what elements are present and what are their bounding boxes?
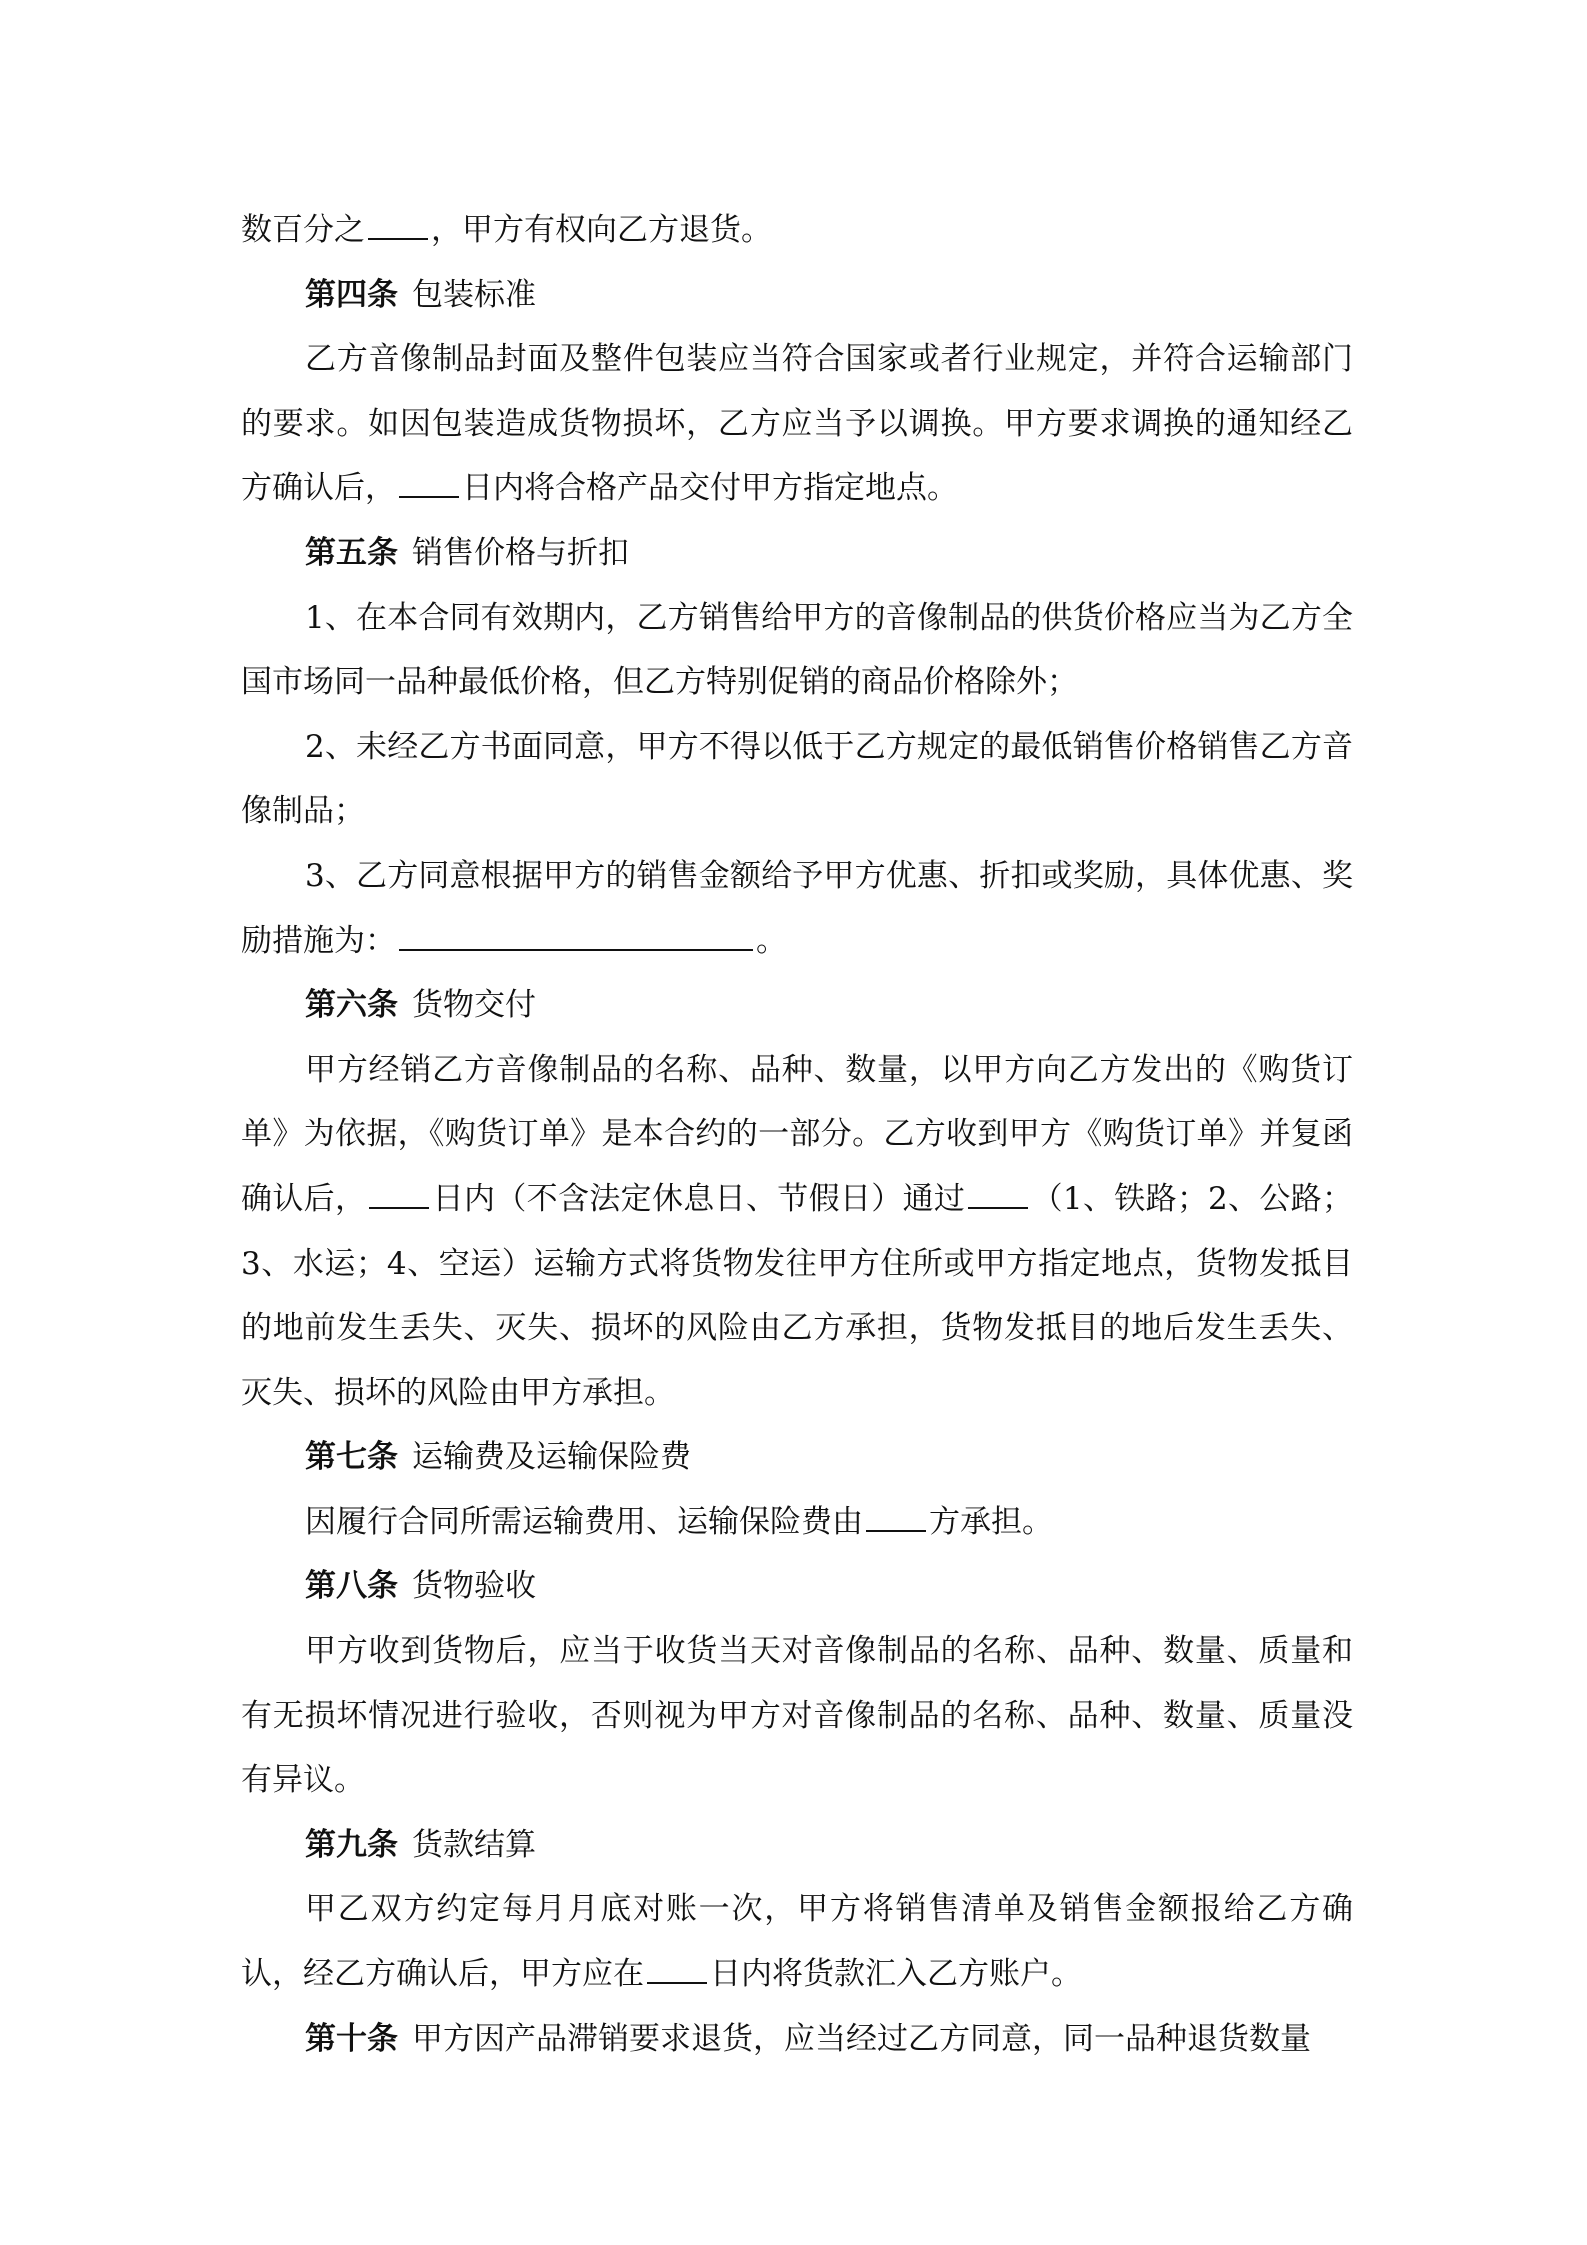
paragraph-price-1: 1、在本合同有效期内，乙方销售给甲方的音像制品的供货价格应当为乙方全国市场同一品种最低价格，但乙方特别促销的商品价格除外；	[241, 599, 1353, 701]
article-number: 第六条	[305, 987, 398, 1024]
document-body	[241, 198, 1353, 2071]
text: 。	[756, 922, 787, 959]
text: 日内将货款汇入乙方账户。	[710, 1956, 1082, 1993]
fill-in-blank	[399, 466, 459, 498]
text: 乙方音像制品封面及整件包装应当符合国家或者行业规定，并符合运输部门的要求。如因包装造成货物损坏，乙方应当予以调换。甲方要求调换的通知经乙方确认后，	[241, 341, 1353, 507]
article-number: 第七条	[305, 1439, 398, 1476]
article-heading-10	[241, 2007, 1353, 2072]
article-title: 包装标准	[412, 276, 536, 313]
article-heading-7	[241, 1425, 1353, 1490]
article-title: 货物交付	[412, 987, 536, 1024]
text: （1、铁路；2、公路；3、水运；4、空运）运输方式将货物发往甲方住所或甲方指定地点，货物发抵目的地前发生丢失、灭失、损坏的风险由乙方承担，货物发抵目的地后发生丢失、灭失、损坏的风险由甲方承担。	[241, 1180, 1354, 1411]
article-heading-4	[241, 263, 1353, 328]
paragraph-return-goods-clause	[241, 198, 1353, 263]
text: 数百分之	[241, 212, 365, 248]
fill-in-blank	[866, 1500, 926, 1532]
fill-in-blank	[368, 208, 428, 240]
article-heading-9	[241, 1813, 1353, 1878]
paragraph-price-2: 2、未经乙方书面同意，甲方不得以低于乙方规定的最低销售价格销售乙方音像制品；	[241, 728, 1353, 830]
paragraph-packaging	[241, 327, 1353, 521]
article-number: 第十条	[305, 2020, 398, 2057]
article-number: 第九条	[305, 1826, 398, 1863]
article-title: 运输费及运输保险费	[412, 1439, 691, 1476]
fill-in-blank	[369, 1177, 429, 1209]
article-title: 销售价格与折扣	[412, 534, 629, 571]
article-heading-6	[241, 973, 1353, 1038]
text: 方承担。	[929, 1503, 1053, 1540]
paragraph-price-3	[241, 844, 1353, 973]
fill-in-blank	[647, 1952, 707, 1984]
paragraph-delivery	[241, 1038, 1353, 1426]
paragraph-settlement	[241, 1877, 1353, 2006]
text: ，甲方有权向乙方退货。	[431, 212, 772, 248]
article-number: 第八条	[305, 1568, 398, 1605]
text: 甲乙双方约定每月月底对账一次，甲方将销售清单及销售金额报给乙方确认，经乙方确认后，甲方应在	[241, 1891, 1353, 1993]
paragraph-transport-fee	[241, 1490, 1353, 1555]
text: 日内（不含法定休息日、节假日）通过	[432, 1180, 966, 1217]
article-title: 货物验收	[412, 1568, 536, 1605]
fill-in-blank	[968, 1177, 1028, 1209]
article-number: 第四条	[305, 276, 398, 313]
article-heading-8	[241, 1554, 1353, 1619]
text: 日内将合格产品交付甲方指定地点。	[462, 470, 958, 507]
article-heading-5	[241, 521, 1353, 586]
article-text: 甲方因产品滞销要求退货，应当经过乙方同意，同一品种退货数量	[412, 2020, 1311, 2057]
article-title: 货款结算	[412, 1826, 536, 1863]
article-number: 第五条	[305, 534, 398, 571]
paragraph-inspection: 甲方收到货物后，应当于收货当天对音像制品的名称、品种、数量、质量和有无损坏情况进行验收，否则视为甲方对音像制品的名称、品种、数量、质量没有异议。	[241, 1633, 1353, 1799]
text: 3、乙方同意根据甲方的销售金额给予甲方优惠、折扣或奖励，具体优惠、奖励措施为：	[241, 857, 1353, 959]
text: 甲方经销乙方音像制品的名称、品种、数量，以甲方向乙方发出的《购货订单》为依据，《购货订单》是本合约的一部分。乙方收到甲方《购货订单》并复函确认后，	[241, 1051, 1353, 1217]
text: 因履行合同所需运输费用、运输保险费由	[305, 1503, 863, 1540]
fill-in-blank	[399, 919, 753, 951]
